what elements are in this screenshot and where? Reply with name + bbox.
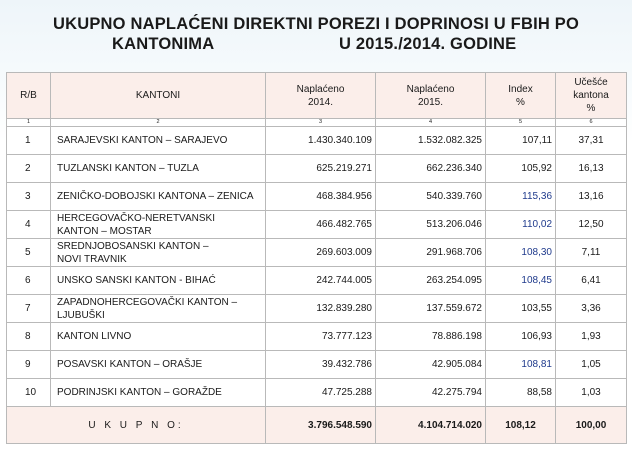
col-2014-line2: 2014. [307,96,334,108]
row-2014: 466.482.765 [266,211,376,239]
row-rb: 8 [7,323,51,351]
title-line-1: UKUPNO NAPLAĆENI DIREKTNI POREZI I DOPRINOSI U FBIH PO [53,15,579,33]
col-ucesce-line3: % [586,103,596,114]
row-2014: 39.432.786 [266,351,376,379]
row-ucesce: 3,36 [556,295,627,323]
col-number: 3 [266,119,376,127]
total-ucesce: 100,00 [556,407,627,444]
col-number: 4 [376,119,486,127]
col-naplaceno-2014 [266,73,376,119]
table-row [7,155,627,183]
row-rb: 4 [7,211,51,239]
kanton-name-line1: SARAJEVSKI KANTON – SARAJEVO [57,135,228,146]
kanton-name-line1: KANTON LIVNO [57,331,132,342]
total-row [7,407,627,444]
row-2015: 42.275.794 [376,379,486,407]
kanton-name-line1: UNSKO SANSKI KANTON - BIHAĆ [57,275,216,286]
col-2015-line2: 2015. [417,96,444,108]
slide-title [10,14,622,54]
row-ucesce: 16,13 [556,155,627,183]
row-rb: 5 [7,239,51,267]
kanton-name-line1: ZENIČKO-DOBOJSKI KANTONA – ZENICA [57,191,254,202]
row-2014: 468.384.956 [266,183,376,211]
col-number: 1 [7,119,51,127]
total-label: U K U P N O: [7,407,266,444]
row-2015: 42.905.084 [376,351,486,379]
kanton-name-line1: SREDNJOBOSANSKI KANTON – [57,240,209,252]
row-ucesce: 6,41 [556,267,627,295]
kanton-name-line1: PODRINJSKI KANTON – GORAŽDE [57,387,222,398]
total-2014: 3.796.548.590 [266,407,376,444]
row-index: 115,36 [486,183,556,211]
row-kanton [51,267,266,295]
col-2015-line1: Naplaćeno [406,83,455,95]
table-body [7,127,627,444]
row-ucesce: 13,16 [556,183,627,211]
col-index [486,73,556,119]
row-kanton [51,211,266,239]
kanton-name-line1: POSAVSKI KANTON – ORAŠJE [57,359,203,370]
tax-table [6,72,627,444]
row-rb: 7 [7,295,51,323]
row-ucesce: 1,05 [556,351,627,379]
row-ucesce: 7,11 [556,239,627,267]
row-rb: 10 [7,379,51,407]
title-line-2 [10,34,622,54]
row-ucesce: 37,31 [556,127,627,155]
kanton-name-line1: HERCEGOVAČKO-NERETVANSKI [57,212,215,224]
col-number: 2 [51,119,266,127]
col-ucesce-line1: Učešće [574,77,608,88]
table-row [7,323,627,351]
row-2014: 269.603.009 [266,239,376,267]
row-kanton [51,379,266,407]
kanton-name-line2: KANTON – MOSTAR [57,225,152,237]
row-rb: 2 [7,155,51,183]
total-index: 108,12 [486,407,556,444]
row-2015: 513.206.046 [376,211,486,239]
row-2015: 78.886.198 [376,323,486,351]
col-ucesce-line2: kantona [573,90,609,101]
row-2014: 47.725.288 [266,379,376,407]
title-line-2a: KANTONIMA [112,35,215,53]
row-ucesce: 1,03 [556,379,627,407]
row-2015: 137.559.672 [376,295,486,323]
col-index-line2: % [516,96,525,108]
kanton-name-line1: ZAPADNOHERCEGOVAČKI KANTON – [57,296,238,308]
row-2015: 540.339.760 [376,183,486,211]
row-2015: 263.254.095 [376,267,486,295]
row-2015: 662.236.340 [376,155,486,183]
row-rb: 6 [7,267,51,295]
row-index: 105,92 [486,155,556,183]
row-index: 88,58 [486,379,556,407]
column-number-row [7,119,627,127]
kanton-name-line1: TUZLANSKI KANTON – TUZLA [57,163,199,174]
row-index: 107,11 [486,127,556,155]
row-2014: 625.219.271 [266,155,376,183]
col-rb: R/B [7,73,51,119]
row-2015: 1.532.082.325 [376,127,486,155]
row-2015: 291.968.706 [376,239,486,267]
row-ucesce: 12,50 [556,211,627,239]
col-2014-line1: Naplaćeno [296,83,345,95]
row-2014: 1.430.340.109 [266,127,376,155]
row-rb: 3 [7,183,51,211]
row-kanton [51,351,266,379]
col-ucesce [556,73,627,119]
table-row [7,183,627,211]
row-ucesce: 1,93 [556,323,627,351]
row-index: 106,93 [486,323,556,351]
row-index: 108,30 [486,239,556,267]
col-naplaceno-2015 [376,73,486,119]
table-row [7,127,627,155]
row-2014: 242.744.005 [266,267,376,295]
row-kanton [51,295,266,323]
table-row [7,295,627,323]
row-rb: 1 [7,127,51,155]
table-row [7,267,627,295]
table-row [7,379,627,407]
row-index: 103,55 [486,295,556,323]
table-row [7,351,627,379]
col-kantoni: KANTONI [51,73,266,119]
row-kanton [51,239,266,267]
row-kanton [51,155,266,183]
total-2015: 4.104.714.020 [376,407,486,444]
row-2014: 73.777.123 [266,323,376,351]
row-index: 108,45 [486,267,556,295]
row-kanton [51,183,266,211]
row-rb: 9 [7,351,51,379]
row-kanton [51,127,266,155]
header-row [7,73,627,119]
kanton-name-line2: NOVI TRAVNIK [57,253,127,265]
kanton-name-line2: LJUBUŠKI [57,309,105,321]
col-number: 5 [486,119,556,127]
title-line-2b: U 2015./2014. GODINE [339,35,517,53]
table-row [7,211,627,239]
row-kanton [51,323,266,351]
row-index: 110,02 [486,211,556,239]
table-row [7,239,627,267]
row-2014: 132.839.280 [266,295,376,323]
col-number: 6 [556,119,627,127]
col-index-line1: Index [508,83,533,95]
row-index: 108,81 [486,351,556,379]
